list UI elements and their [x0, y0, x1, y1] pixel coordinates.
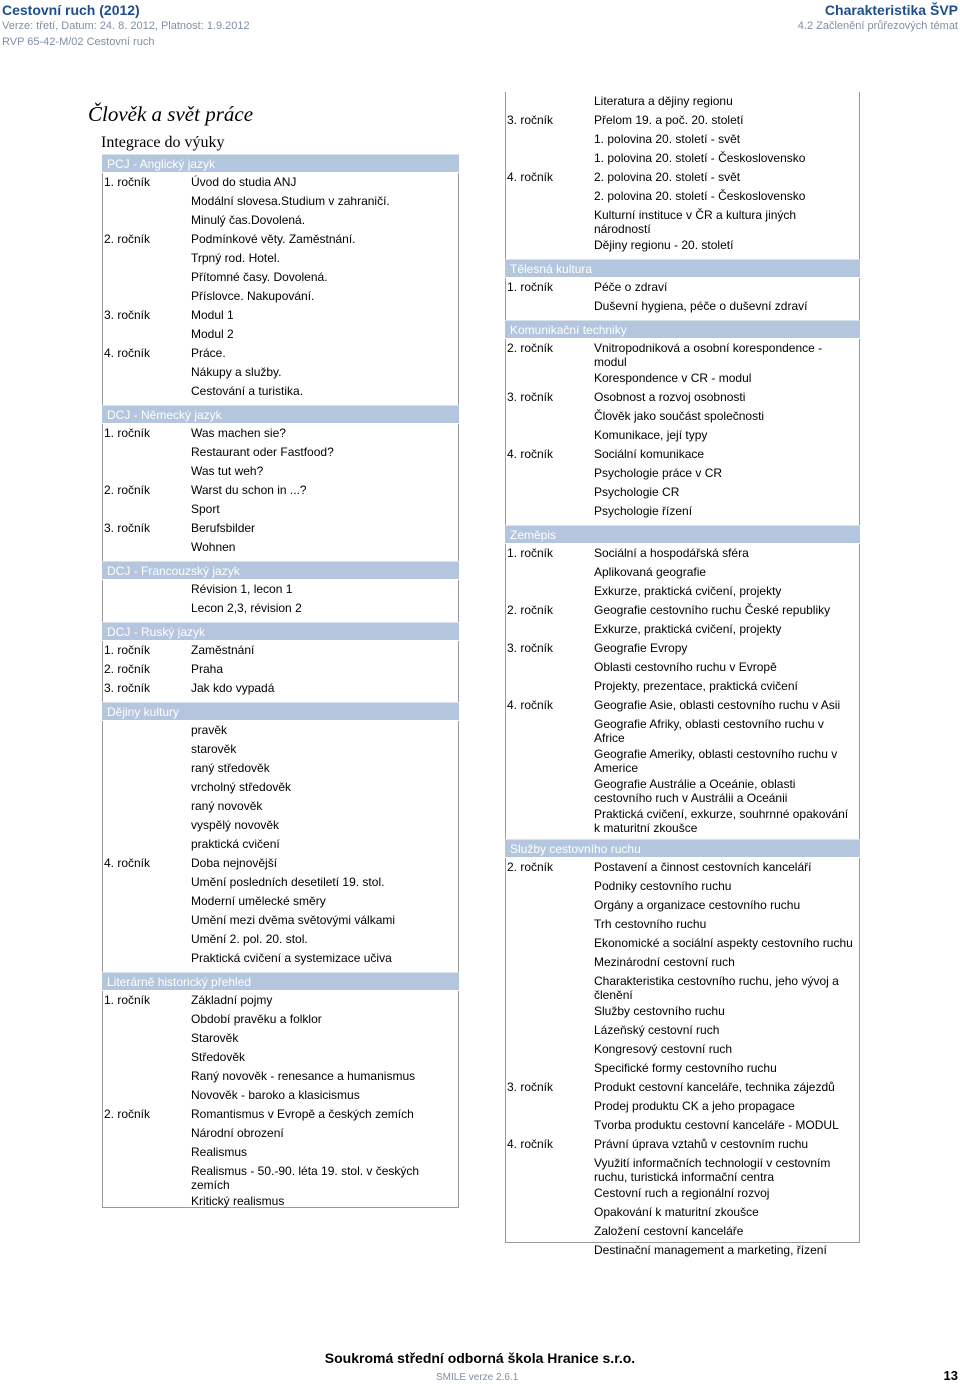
topic-text: Orgány a organizace cestovního ruchu: [594, 898, 801, 912]
table-row: [103, 641, 458, 660]
topic-text: pravěk: [191, 723, 228, 737]
topic-text: Postavení a činnost cestovních kanceláří: [594, 860, 812, 874]
topic-text: Nákupy a služby.: [191, 365, 282, 379]
table-row: [506, 168, 859, 187]
topic-text: Psychologie řízení: [594, 504, 693, 518]
table-row: [103, 797, 458, 816]
table-row: [506, 464, 859, 483]
topic-text: Národní obrození: [191, 1126, 284, 1140]
topic-text: Komunikace, její typy: [594, 428, 708, 442]
topic-text: Duševní hygiena, péče o duševní zdraví: [594, 299, 808, 313]
table-row: [506, 297, 859, 316]
page-number: 13: [943, 1368, 958, 1383]
topic-text: Geografie Asie, oblasti cestovního ruchu v Asii: [594, 698, 841, 712]
table-row: [103, 443, 458, 462]
grade-year: 4. ročník: [507, 447, 554, 461]
table-row: [506, 805, 859, 835]
grade-year: 2. ročník: [507, 860, 554, 874]
topic-text: Sport: [191, 502, 220, 516]
section-header: Dějiny kultury: [102, 702, 459, 721]
table-row: [103, 519, 458, 538]
grade-year: 3. ročník: [507, 1080, 554, 1094]
table-row: [103, 287, 458, 306]
grade-year: 4. ročník: [104, 346, 151, 360]
grade-year: 4. ročník: [507, 1137, 554, 1151]
topic-text: vyspělý novověk: [191, 818, 280, 832]
topic-text: Praha: [191, 662, 224, 676]
table-row: [103, 211, 458, 230]
topic-text: raný středověk: [191, 761, 270, 775]
grade-year: 1. ročník: [104, 426, 151, 440]
grade-year: 4. ročník: [507, 698, 554, 712]
table-row: [103, 1124, 458, 1143]
table-row: [506, 92, 859, 111]
section-header: PCJ - Anglický jazyk: [102, 154, 459, 173]
table-row: [506, 858, 859, 877]
topic-text: Příslovce. Nakupování.: [191, 289, 315, 303]
section-header: Komunikační techniky: [505, 320, 860, 339]
table-row: [103, 930, 458, 949]
topic-text: vrcholný středověk: [191, 780, 292, 794]
topic-text: Geografie Afriky, oblasti cestovního ruchu v Africe: [594, 717, 824, 745]
grade-year: 2. ročník: [104, 232, 151, 246]
table-row: [506, 187, 859, 206]
grade-year: 3. ročník: [104, 308, 151, 322]
table-row: [506, 953, 859, 972]
topic-text: Ekonomické a sociální aspekty cestovního ruchu: [594, 936, 853, 950]
section-header: DCJ - Německý jazyk: [102, 405, 459, 424]
topic-text: Umění 2. pol. 20. stol.: [191, 932, 308, 946]
table-row: [103, 721, 458, 740]
topic-text: Romantismus v Evropě a českých zemích: [191, 1107, 414, 1121]
section-header: Služby cestovního ruchu: [505, 839, 860, 858]
grade-year: 3. ročník: [507, 641, 554, 655]
grade-year: 2. ročník: [507, 603, 554, 617]
right-column: [505, 92, 860, 1257]
topic-text: Sociální a hospodářská sféra: [594, 546, 749, 560]
topic-text: Geografie Austrálie a Oceánie, oblasti cestovního ruch v Austrálii a Oceánii: [594, 777, 796, 805]
grade-year: 2. ročník: [104, 483, 151, 497]
grade-year: 2. ročník: [507, 341, 554, 355]
grade-year: 3. ročník: [104, 681, 151, 695]
table-row: [506, 1078, 859, 1097]
table-row: [506, 745, 859, 775]
table-row: [506, 601, 859, 620]
topic-text: Geografie Ameriky, oblasti cestovního ruchu v Americe: [594, 747, 838, 775]
table-row: [103, 1105, 458, 1124]
table-row: [103, 192, 458, 211]
table-row: [103, 382, 458, 401]
topic-text: Produkt cestovní kanceláře, technika zájezdů: [594, 1080, 835, 1094]
table-row: [506, 677, 859, 696]
table-row: [506, 915, 859, 934]
grade-year: 1. ročník: [104, 175, 151, 189]
topic-text: Přítomné časy. Dovolená.: [191, 270, 328, 284]
topic-text: Modální slovesa.Studium v zahraničí.: [191, 194, 390, 208]
table-row: [506, 1203, 859, 1222]
topic-text: Opakování k maturitní zkoušce: [594, 1205, 759, 1219]
topic-text: Destinační management a marketing, řízení: [594, 1243, 827, 1257]
table-row: [103, 1086, 458, 1105]
table-row: [506, 1021, 859, 1040]
table-row: [103, 740, 458, 759]
topic-text: Cestovní ruch a regionální rozvoj: [594, 1186, 770, 1200]
table-row: [506, 1135, 859, 1154]
topic-text: Prodej produktu CK a jeho propagace: [594, 1099, 795, 1113]
topic-text: Literatura a dějiny regionu: [594, 94, 733, 108]
table-row: [103, 1192, 458, 1211]
table-row: [103, 599, 458, 618]
topic-text: Wohnen: [191, 540, 236, 554]
grade-year: 1. ročník: [507, 546, 554, 560]
topic-text: Modul 2: [191, 327, 234, 341]
table-row: [103, 1067, 458, 1086]
table-row: [506, 972, 859, 1002]
grade-year: 2. ročník: [104, 1107, 151, 1121]
topic-text: 1. polovina 20. století - svět: [594, 132, 741, 146]
topic-text: Geografie Evropy: [594, 641, 688, 655]
topic-text: Využití informačních technologií v cestovním ruchu, turistická informační centra: [594, 1156, 831, 1184]
table-row: [103, 462, 458, 481]
topic-text: Exkurze, praktická cvičení, projekty: [594, 584, 782, 598]
table-row: [506, 502, 859, 521]
footer-version: SMILE verze 2.6.1: [436, 1372, 519, 1383]
topic-text: Dějiny regionu - 20. století: [594, 238, 734, 252]
topic-text: Kongresový cestovní ruch: [594, 1042, 733, 1056]
table-row: [103, 660, 458, 679]
header-doc-title: Cestovní ruch (2012): [2, 2, 140, 18]
table-row: [103, 854, 458, 873]
table-row: [506, 111, 859, 130]
section-header: Zeměpis: [505, 525, 860, 544]
topic-text: Realismus: [191, 1145, 248, 1159]
table-row: [103, 500, 458, 519]
table-row: [506, 934, 859, 953]
topic-text: Podmínkové věty. Zaměstnání.: [191, 232, 356, 246]
header-rvp-line: RVP 65-42-M/02 Cestovní ruch: [2, 36, 155, 48]
topic-text: 2. polovina 20. století - Československo: [594, 189, 806, 203]
table-row: [103, 173, 458, 192]
table-row: [103, 1010, 458, 1029]
table-row: [103, 344, 458, 363]
table-row: [506, 1222, 859, 1241]
table-row: [103, 835, 458, 854]
topic-text: raný novověk: [191, 799, 263, 813]
topic-text: Praktická cvičení a systemizace učiva: [191, 951, 392, 965]
table-row: [506, 236, 859, 255]
table-row: [506, 339, 859, 369]
table-row: [103, 230, 458, 249]
table-row: [506, 696, 859, 715]
table-row: [506, 369, 859, 388]
table-row: [506, 388, 859, 407]
topic-text: Středověk: [191, 1050, 246, 1064]
grade-year: 3. ročník: [507, 113, 554, 127]
table-row: [103, 1029, 458, 1048]
table-row: [506, 483, 859, 502]
topic-text: Berufsbilder: [191, 521, 256, 535]
topic-text: Charakteristika cestovního ruchu, jeho vývoj a členění: [594, 974, 839, 1002]
table-row: [103, 1048, 458, 1067]
topic-text: starověk: [191, 742, 237, 756]
table-row: [103, 991, 458, 1010]
topic-text: Úvod do studia ANJ: [191, 175, 297, 189]
grade-year: 3. ročník: [104, 521, 151, 535]
table-row: [103, 873, 458, 892]
topic-text: Základní pojmy: [191, 993, 273, 1007]
topic-text: Kulturní instituce v ČR a kultura jiných národností: [594, 208, 797, 236]
topic-text: Lecon 2,3, révision 2: [191, 601, 302, 615]
topic-text: 1. polovina 20. století - Československo: [594, 151, 806, 165]
topic-text: Lázeňský cestovní ruch: [594, 1023, 720, 1037]
topic-text: Psychologie CR: [594, 485, 680, 499]
topic-text: 2. polovina 20. století - svět: [594, 170, 741, 184]
section-header: DCJ - Francouzský jazyk: [102, 561, 459, 580]
table-row: [103, 481, 458, 500]
topic-text: Psychologie práce v CR: [594, 466, 723, 480]
grade-year: 4. ročník: [507, 170, 554, 184]
table-row: [103, 778, 458, 797]
table-row: [506, 407, 859, 426]
table-row: [506, 1002, 859, 1021]
table-row: [103, 1143, 458, 1162]
topic-text: Péče o zdraví: [594, 280, 668, 294]
topic-text: Raný novověk - renesance a humanismus: [191, 1069, 416, 1083]
topic-text: Restaurant oder Fastfood?: [191, 445, 334, 459]
table-row: [506, 896, 859, 915]
topic-text: Založení cestovní kanceláře: [594, 1224, 744, 1238]
topic-text: Korespondence v CR - modul: [594, 371, 752, 385]
topic-text: Cestování a turistika.: [191, 384, 304, 398]
topic-text: Období pravěku a folklor: [191, 1012, 322, 1026]
topic-text: Minulý čas.Dovolená.: [191, 213, 306, 227]
table-row: [506, 877, 859, 896]
table-row: [103, 580, 458, 599]
topic-text: Tvorba produktu cestovní kanceláře - MODUL: [594, 1118, 839, 1132]
topic-text: Umění posledních desetiletí 19. stol.: [191, 875, 385, 889]
topic-text: Starověk: [191, 1031, 239, 1045]
table-row: [506, 639, 859, 658]
table-row: [103, 759, 458, 778]
topic-text: Projekty, prezentace, praktická cvičení: [594, 679, 798, 693]
topic-text: Umění mezi dvěma světovými válkami: [191, 913, 396, 927]
table-row: [506, 544, 859, 563]
grade-year: 1. ročník: [507, 280, 554, 294]
table-row: [103, 306, 458, 325]
table-row: [103, 911, 458, 930]
topic-text: Novověk - baroko a klasicismus: [191, 1088, 360, 1102]
table-row: [506, 563, 859, 582]
table-row: [103, 538, 458, 557]
section-header: DCJ - Ruský jazyk: [102, 622, 459, 641]
table-row: [506, 130, 859, 149]
table-row: [506, 1097, 859, 1116]
grade-year: 4. ročník: [104, 856, 151, 870]
table-row: [103, 424, 458, 443]
grade-year: 1. ročník: [104, 993, 151, 1007]
table-row: [506, 775, 859, 805]
table-row: [506, 1241, 859, 1260]
header-right-title: Charakteristika ŠVP: [824, 2, 958, 18]
header-version-line: Verze: třetí, Datum: 24. 8. 2012, Platnost: 1.9.2012: [2, 20, 250, 32]
table-row: [506, 582, 859, 601]
topic-text: Přelom 19. a poč. 20. století: [594, 113, 744, 127]
topic-text: Trh cestovního ruchu: [594, 917, 707, 931]
topic-text: Kritický realismus: [191, 1194, 285, 1208]
table-row: [506, 1040, 859, 1059]
topic-text: Geografie cestovního ruchu České republiky: [594, 603, 831, 617]
table-row: [506, 658, 859, 677]
table-row: [103, 249, 458, 268]
topic-text: Exkurze, praktická cvičení, projekty: [594, 622, 782, 636]
topic-text: Oblasti cestovního ruchu v Evropě: [594, 660, 777, 674]
topic-text: Was machen sie?: [191, 426, 286, 440]
table-row: [103, 679, 458, 698]
topic-text: Specifické formy cestovního ruchu: [594, 1061, 777, 1075]
table-row: [103, 892, 458, 911]
table-row: [103, 1162, 458, 1192]
table-row: [103, 268, 458, 287]
topic-text: Warst du schon in ...?: [191, 483, 307, 497]
topic-text: Was tut weh?: [191, 464, 264, 478]
table-row: [506, 206, 859, 236]
section-header: Literárně historický přehled: [102, 972, 459, 991]
topic-text: Mezinárodní cestovní ruch: [594, 955, 735, 969]
left-column: [102, 154, 459, 1208]
table-row: [103, 363, 458, 382]
topic-text: Révision 1, lecon 1: [191, 582, 293, 596]
header-right-subtitle: 4.2 Začlenění průřezových témat: [797, 20, 958, 32]
topic-text: Podniky cestovního ruchu: [594, 879, 732, 893]
table-row: [506, 426, 859, 445]
table-row: [506, 715, 859, 745]
topic-text: Doba nejnovější: [191, 856, 278, 870]
topic-text: Práce.: [191, 346, 226, 360]
page-subtitle: Integrace do výuky: [101, 134, 225, 151]
table-row: [506, 1184, 859, 1203]
table-row: [506, 445, 859, 464]
table-row: [506, 278, 859, 297]
page-title: Člověk a svět práce: [88, 102, 254, 126]
topic-text: Člověk jako součást společnosti: [594, 409, 765, 423]
topic-text: Jak kdo vypadá: [191, 681, 275, 695]
table-row: [506, 620, 859, 639]
topic-text: Osobnost a rozvoj osobnosti: [594, 390, 746, 404]
topic-text: Zaměstnání: [191, 643, 255, 657]
table-row: [103, 949, 458, 968]
table-row: [103, 325, 458, 344]
topic-text: Praktická cvičení, exkurze, souhrnné opakování k maturitní zkoušce: [594, 807, 849, 835]
table-row: [506, 1116, 859, 1135]
topic-text: Vnitropodniková a osobní korespondence - modul: [594, 341, 823, 369]
grade-year: 2. ročník: [104, 662, 151, 676]
table-row: [506, 1154, 859, 1184]
footer-school-name: Soukromá střední odborná škola Hranice s.r.o.: [324, 1350, 636, 1366]
topic-text: Modul 1: [191, 308, 234, 322]
topic-text: Právní úprava vztahů v cestovním ruchu: [594, 1137, 809, 1151]
table-row: [103, 816, 458, 835]
topic-text: Trpný rod. Hotel.: [191, 251, 280, 265]
grade-year: 3. ročník: [507, 390, 554, 404]
topic-text: Sociální komunikace: [594, 447, 705, 461]
table-row: [506, 149, 859, 168]
section-header: Tělesná kultura: [505, 259, 860, 278]
grade-year: 1. ročník: [104, 643, 151, 657]
topic-text: praktická cvičení: [191, 837, 280, 851]
topic-text: Služby cestovního ruchu: [594, 1004, 725, 1018]
topic-text: Realismus - 50.-90. léta 19. stol. v českých zemích: [191, 1164, 420, 1192]
topic-text: Moderní umělecké směry: [191, 894, 326, 908]
table-row: [506, 1059, 859, 1078]
topic-text: Aplikovaná geografie: [594, 565, 707, 579]
